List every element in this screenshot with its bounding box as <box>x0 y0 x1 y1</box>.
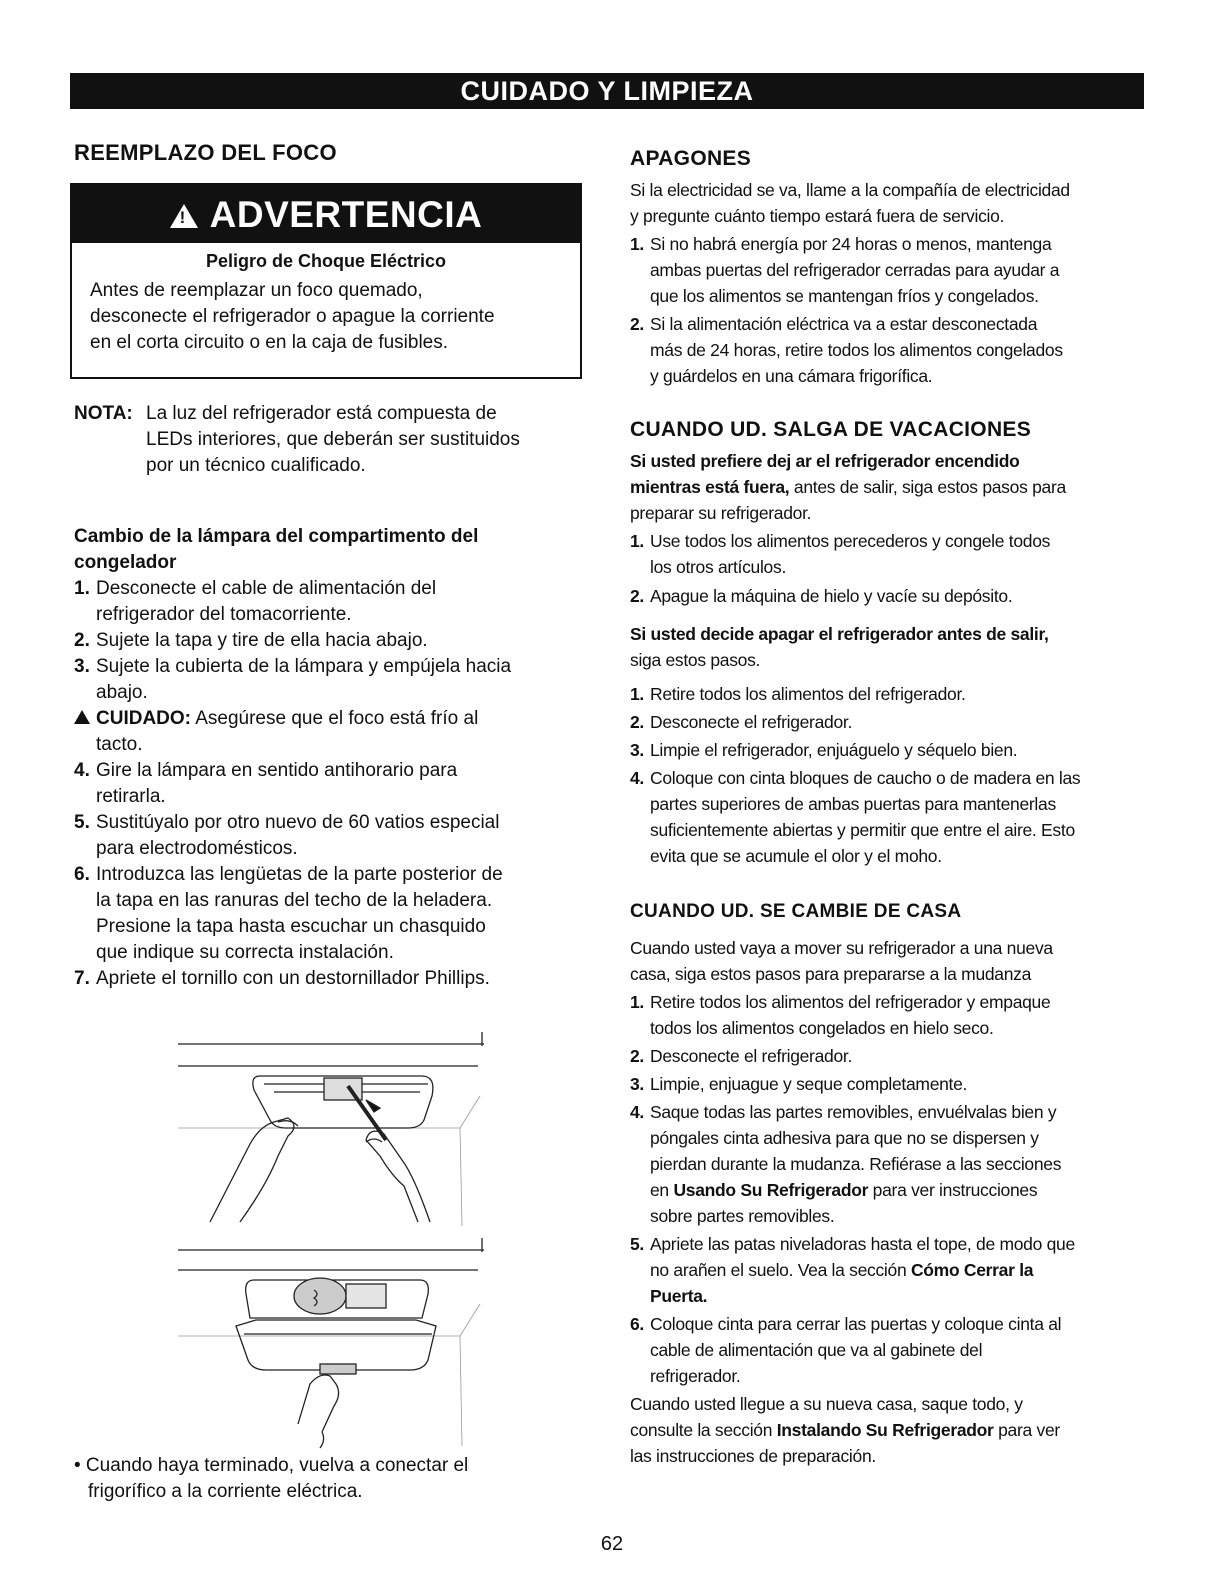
step-number: 2. <box>74 630 90 651</box>
vacaciones-text: antes de salir, siga estos pasos para <box>789 477 1066 497</box>
item-line: todos los alimentos congelados en hielo seco. <box>650 1018 994 1038</box>
item-text: en <box>650 1180 674 1200</box>
mudanza-outro: Cuando usted llegue a su nueva casa, saque todo, y <box>630 1394 1023 1414</box>
list-item <box>630 681 1150 707</box>
item-line: Use todos los alimentos perecederos y congele todos <box>650 531 1051 551</box>
item-line: Retire todos los alimentos del refrigerador y empaque <box>650 992 1051 1012</box>
bullet-line: • Cuando haya terminado, vuelva a conectar el <box>74 1455 469 1476</box>
item-line: pierdan durante la mudanza. Refiérase a las secciones <box>650 1154 1062 1174</box>
subheading-line: congelador <box>74 552 177 573</box>
step-number: 6. <box>74 864 90 885</box>
vacaciones-list-2 <box>630 681 1150 869</box>
vacaciones-line: siga estos pasos. <box>630 650 761 670</box>
item-line: Limpie, enjuague y seque completamente. <box>650 1074 968 1094</box>
item-line: Saque todas las partes removibles, envuélvalas bien y <box>650 1102 1057 1122</box>
item-text: no arañen el suelo. Vea la sección <box>650 1260 911 1280</box>
item-number: 2. <box>630 1046 644 1066</box>
step-line: refrigerador del tomacorriente. <box>96 604 352 625</box>
item-number: 3. <box>630 1074 644 1094</box>
item-number: 2. <box>630 314 644 334</box>
step-number: 7. <box>74 968 90 989</box>
nota-line: por un técnico cualificado. <box>146 455 366 476</box>
list-item <box>630 1099 1150 1229</box>
item-line: más de 24 horas, retire todos los alimentos congelados <box>650 340 1063 360</box>
item-number: 3. <box>630 740 644 760</box>
item-number: 2. <box>630 712 644 732</box>
list-item <box>630 311 1150 389</box>
section-reference: Usando Su Refrigerador <box>673 1180 869 1200</box>
item-line: cable de alimentación que va al gabinete del <box>650 1340 983 1360</box>
item-number: 6. <box>630 1314 644 1334</box>
list-item <box>74 810 584 862</box>
lamp-instructions <box>74 524 584 992</box>
item-line <box>650 1177 1150 1203</box>
list-item <box>74 628 584 654</box>
step-line: Apriete el tornillo con un destornillador Phillips. <box>96 968 490 989</box>
vacaciones-line: preparar su refrigerador. <box>630 503 812 523</box>
item-line: Retire todos los alimentos del refrigerador. <box>650 684 966 704</box>
nota-line: La luz del refrigerador está compuesta de <box>146 403 497 424</box>
item-line: Coloque con cinta bloques de caucho o de madera en las <box>650 768 1081 788</box>
step-line: Desconecte el cable de alimentación del <box>96 578 437 599</box>
section-reference: Cómo Cerrar la <box>910 1260 1034 1280</box>
item-line: Coloque cinta para cerrar las puertas y coloque cinta al <box>650 1314 1062 1334</box>
final-note <box>74 1453 584 1505</box>
step-line: Sujete la tapa y tire de ella hacia abajo. <box>96 630 428 651</box>
warning-subtitle: Peligro de Choque Eléctrico <box>205 251 447 271</box>
item-number: 4. <box>630 768 644 788</box>
item-line: evita que se acumule el olor y el moho. <box>650 846 942 866</box>
step-line: que indique su correcta instalación. <box>96 942 394 963</box>
item-line: Apague la máquina de hielo y vacíe su depósito. <box>650 586 1013 606</box>
vacaciones-bold-text: mientras está fuera, <box>630 477 790 497</box>
item-line: y guárdelos en una cámara frigorífica. <box>650 366 933 386</box>
vacaciones-line <box>630 474 1150 500</box>
mudanza-outro: las instrucciones de preparación. <box>630 1446 876 1466</box>
apagones-intro: y pregunte cuánto tiempo estará fuera de servicio. <box>630 206 1005 226</box>
step-number: 4. <box>74 760 90 781</box>
apagones-intro: Si la electricidad se va, llame a la compañía de electricidad <box>630 180 1070 200</box>
caution-line: tacto. <box>96 734 143 755</box>
list-item <box>630 231 1150 309</box>
item-line: los otros artículos. <box>650 557 786 577</box>
bullet-line: frigorífico a la corriente eléctrica. <box>88 1481 363 1502</box>
item-line: refrigerador. <box>650 1366 741 1386</box>
warning-triangle-icon <box>170 204 198 228</box>
vacaciones-list-1 <box>630 528 1150 609</box>
list-item <box>630 765 1150 869</box>
item-line: suficientemente abiertas y permitir que entre el aire. Esto <box>650 820 1075 840</box>
list-item <box>630 528 1150 580</box>
item-line: sobre partes removibles. <box>650 1206 835 1226</box>
mudanza-intro: Cuando usted vaya a mover su refrigerador a una nueva <box>630 938 1053 958</box>
item-number: 2. <box>630 586 644 606</box>
item-number: 1. <box>630 531 644 551</box>
caution-icon-wrap <box>74 706 94 732</box>
item-line: Si la alimentación eléctrica va a estar desconectada <box>650 314 1038 334</box>
step-line: Presione la tapa hasta escuchar un chasquido <box>96 916 486 937</box>
caution-triangle-icon <box>74 710 90 724</box>
nota-label: NOTA: <box>74 403 133 424</box>
item-line: partes superiores de ambas puertas para mantenerlas <box>650 794 1056 814</box>
step-line: Sujete la cubierta de la lámpara y empújela hacia <box>96 656 512 677</box>
list-item <box>74 758 584 810</box>
item-number: 1. <box>630 684 644 704</box>
apagones-list <box>630 231 1150 389</box>
item-number: 4. <box>630 1102 644 1122</box>
step-line: Introduzca las lengüetas de la parte posterior de <box>96 864 503 885</box>
vacaciones-bold-line: Si usted prefiere dej ar el refrigerador encendido <box>630 451 1020 471</box>
list-item <box>630 1311 1150 1389</box>
section-banner: CUIDADO Y LIMPIEZA <box>70 73 1144 109</box>
list-item <box>74 576 584 628</box>
list-item <box>630 709 1150 735</box>
subheading-cambio <box>74 524 584 576</box>
caution-label: CUIDADO: <box>96 708 191 729</box>
bulb-replacement-illustration <box>170 1234 490 1454</box>
list-item <box>630 1231 1150 1309</box>
nota <box>74 401 584 479</box>
right-column <box>630 146 1150 1469</box>
item-line: Limpie el refrigerador, enjuáguelo y séquelo bien. <box>650 740 1018 760</box>
step-number: 5. <box>74 812 90 833</box>
list-item <box>630 1043 1150 1069</box>
outro-text: para ver <box>993 1420 1060 1440</box>
step-number: 3. <box>74 656 90 677</box>
list-item <box>630 737 1150 763</box>
warning-line: en el corta circuito o en la caja de fusibles. <box>90 332 449 353</box>
subheading-line: Cambio de la lámpara del compartimento del <box>74 526 479 547</box>
step-line: la tapa en las ranuras del techo de la heladera. <box>96 890 493 911</box>
step-line: abajo. <box>96 682 148 703</box>
heading-vacaciones: CUANDO UD. SALGA DE VACACIONES <box>630 418 1032 441</box>
item-line: Apriete las patas niveladoras hasta el tope, de modo que <box>650 1234 1075 1254</box>
warning-line: desconecte el refrigerador o apague la corriente <box>90 306 495 327</box>
lamp-removal-illustration <box>170 1026 490 1236</box>
nota-line: LEDs interiores, que deberán ser sustituidos <box>146 429 520 450</box>
step-line: Gire la lámpara en sentido antihorario para <box>96 760 458 781</box>
left-column <box>74 140 574 166</box>
list-item <box>74 862 584 966</box>
steps-list <box>74 576 584 992</box>
item-number: 1. <box>630 234 644 254</box>
warning-header <box>72 185 580 243</box>
list-item <box>630 989 1150 1041</box>
step-line: retirarla. <box>96 786 166 807</box>
item-text: para ver instrucciones <box>868 1180 1038 1200</box>
mudanza-outro <box>630 1417 1150 1443</box>
item-line: Desconecte el refrigerador. <box>650 712 853 732</box>
caution-line: Asegúrese que el foco está frío al <box>195 708 479 729</box>
item-line: Si no habrá energía por 24 horas o menos, mantenga <box>650 234 1052 254</box>
list-item <box>630 583 1150 609</box>
step-line: para electrodomésticos. <box>96 838 298 859</box>
heading-apagones: APAGONES <box>630 147 752 170</box>
mudanza-intro: casa, siga estos pasos para prepararse a la mudanza <box>630 964 1032 984</box>
item-line: Desconecte el refrigerador. <box>650 1046 853 1066</box>
step-line: Sustitúyalo por otro nuevo de 60 vatios especial <box>96 812 500 833</box>
item-number: 5. <box>630 1234 644 1254</box>
item-line: que los alimentos se mantengan fríos y congelados. <box>650 286 1039 306</box>
warning-title: ADVERTENCIA <box>209 194 483 235</box>
item-number: 1. <box>630 992 644 1012</box>
heading-mudanza: CUANDO UD. SE CAMBIE DE CASA <box>630 901 962 922</box>
item-line: ambas puertas del refrigerador cerradas para ayudar a <box>650 260 1060 280</box>
list-item <box>630 1071 1150 1097</box>
page-number: 62 <box>600 1533 624 1555</box>
list-item <box>74 654 584 706</box>
step-number: 1. <box>74 578 90 599</box>
item-line <box>650 1257 1150 1283</box>
outro-text: consulte la sección <box>630 1420 777 1440</box>
list-item <box>74 966 584 992</box>
warning-box <box>70 183 582 379</box>
warning-line: Antes de reemplazar un foco quemado, <box>90 280 423 301</box>
section-reference: Puerta. <box>650 1286 708 1306</box>
caution-item <box>74 706 584 758</box>
warning-text <box>72 272 580 356</box>
mudanza-list <box>630 989 1150 1389</box>
heading-reemplazo: REEMPLAZO DEL FOCO <box>74 140 337 165</box>
section-reference: Instalando Su Refrigerador <box>776 1420 994 1440</box>
item-line: póngales cinta adhesiva para que no se dispersen y <box>650 1128 1039 1148</box>
vacaciones-bold-line: Si usted decide apagar el refrigerador antes de salir, <box>630 624 1049 644</box>
